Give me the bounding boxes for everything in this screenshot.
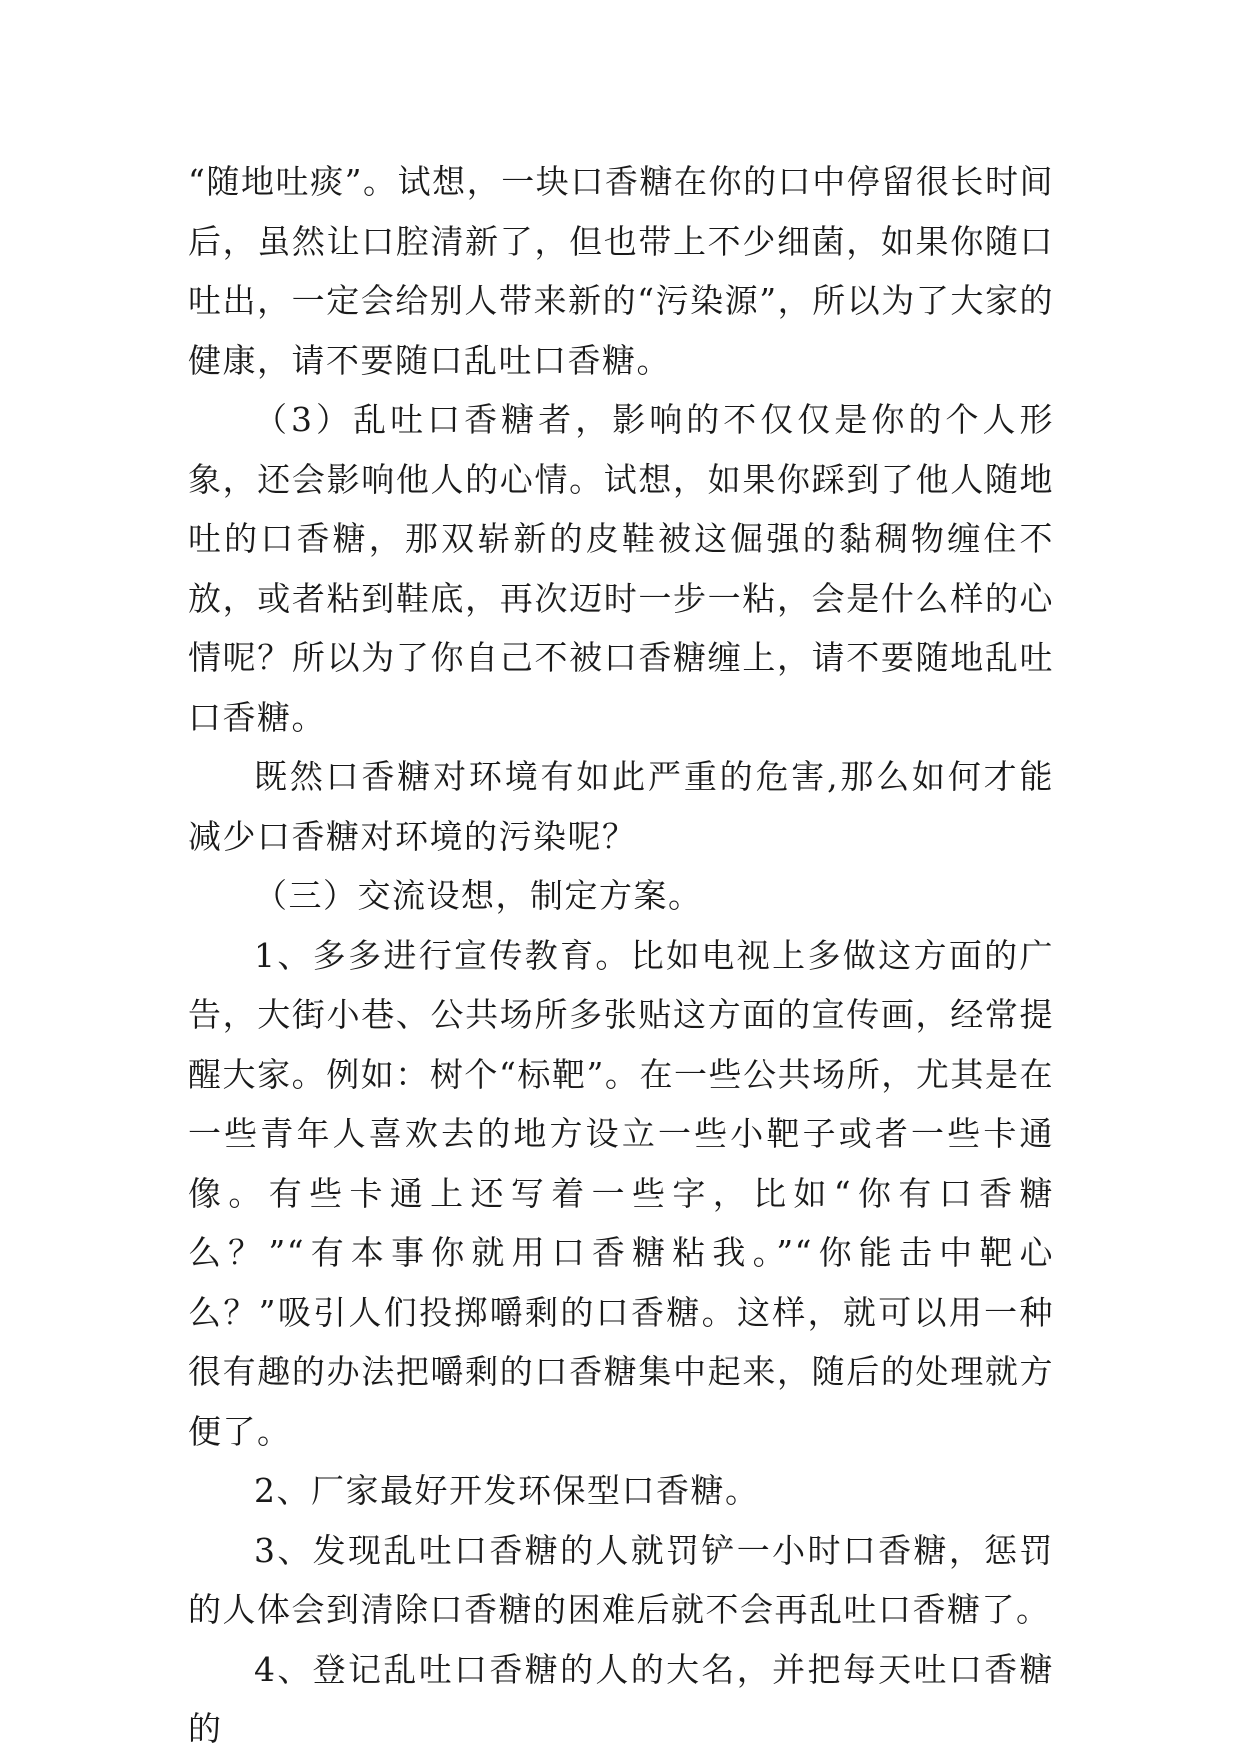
paragraph-item-3: 3、发现乱吐口香糖的人就罚铲一小时口香糖，惩罚的人体会到清除口香糖的困难后就不会再乱吐口香糖了。 [188,1530,1054,1629]
paragraph-item-4: 4、登记乱吐口香糖的人的大名，并把每天吐口香糖的 [188,1649,1054,1748]
section-heading-3: （三）交流设想，制定方案。 [254,876,703,915]
paragraph-question: 既然口香糖对环境有如此严重的危害,那么如何才能减少口香糖对环境的污染呢？ [188,757,1054,856]
paragraph-continuation: “随地吐痰”。试想，一块口香糖在你的口中停留很长时间后，虽然让口腔清新了，但也带上不少细菌，如果你随口吐出，一定会给别人带来新的“污染源”，所以为了大家的健康，请不要随口乱吐口香糖。 [188,162,1054,380]
paragraph-item-1: 1、多多进行宣传教育。比如电视上多做这方面的广告，大街小巷、公共场所多张贴这方面的宣传画，经常提醒大家。例如：树个“标靶”。在一些公共场所，尤其是在一些青年人喜欢去的地方设立一些小靶子或者一些卡通像。有些卡通上还写着一些字，比如“你有口香糖么？”“有本事你就用口香糖粘我。”“你能击中靶心么？”吸引人们投掷嚼剩的口香糖。这样，就可以用一种很有趣的办法把嚼剩的口香糖集中起来，随后的处理就方便了。 [188,935,1054,1451]
body-text [188,152,1054,1759]
paragraph-point-3: （3）乱吐口香糖者，影响的不仅仅是你的个人形象，还会影响他人的心情。试想，如果你踩到了他人随地吐的口香糖，那双崭新的皮鞋被这倔强的黏稠物缠住不放，或者粘到鞋底，再次迈时一步一粘，会是什么样的心情呢？所以为了你自己不被口香糖缠上，请不要随地乱吐口香糖。 [188,400,1054,737]
paragraph-item-2: 2、厂家最好开发环保型口香糖。 [254,1471,760,1510]
